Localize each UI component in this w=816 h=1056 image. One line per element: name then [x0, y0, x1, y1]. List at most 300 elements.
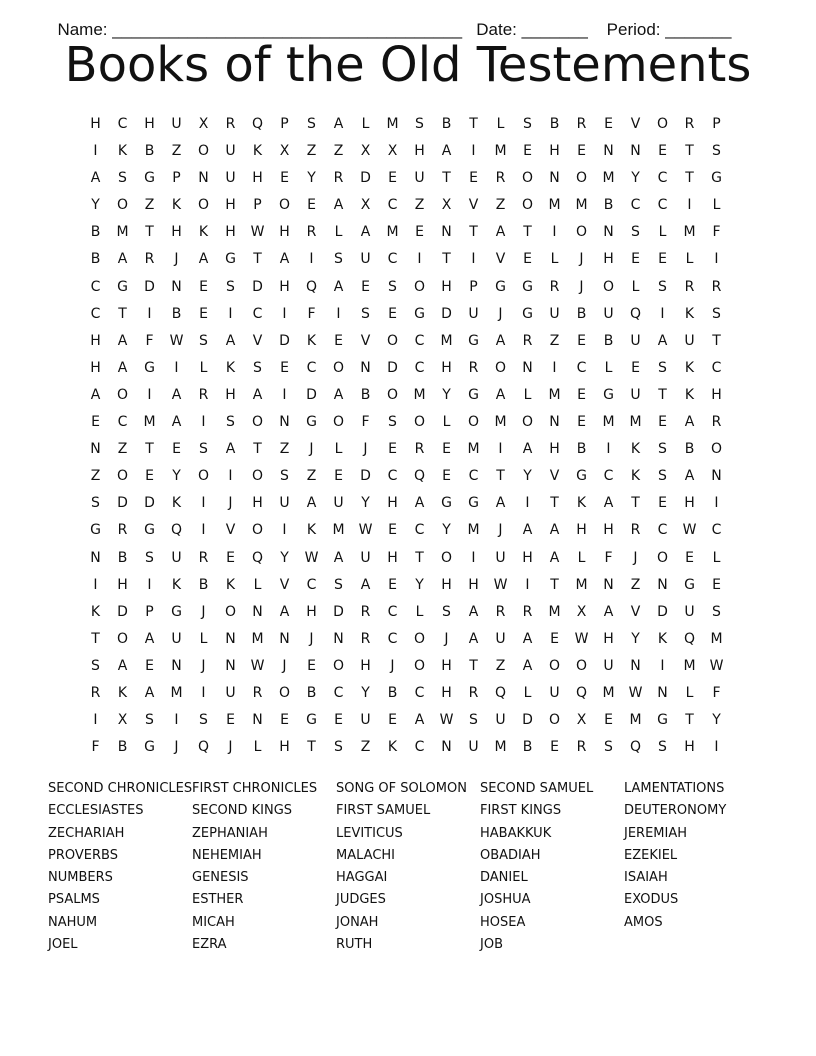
- grid-letter: N: [252, 603, 263, 620]
- grid-letter: H: [225, 386, 236, 403]
- grid-letter: Q: [494, 684, 507, 701]
- page-title: Books of the Old Testements: [64, 37, 752, 93]
- grid-letter: M: [251, 630, 264, 647]
- grid-letter: S: [712, 143, 721, 160]
- grid-letter: T: [91, 630, 100, 647]
- grid-letter: O: [278, 197, 291, 214]
- grid-letter: K: [252, 143, 263, 160]
- grid-letter: K: [306, 522, 317, 539]
- word-list-item: GENESIS: [192, 870, 249, 886]
- grid-letter: E: [226, 712, 235, 729]
- grid-row: [82, 490, 730, 517]
- word-list-item: JOSHUA: [480, 892, 531, 908]
- grid-letter: T: [145, 224, 154, 241]
- grid-letter: M: [602, 414, 615, 431]
- grid-letter: S: [415, 116, 424, 132]
- grid-letter: G: [306, 712, 317, 729]
- grid-letter: T: [658, 386, 667, 403]
- grid-letter: M: [629, 712, 642, 729]
- grid-letter: L: [712, 549, 721, 566]
- grid-letter: V: [252, 332, 263, 349]
- grid-letter: R: [306, 224, 317, 241]
- grid-letter: N: [279, 630, 290, 647]
- grid-letter: H: [684, 495, 695, 512]
- grid-letter: U: [630, 332, 641, 349]
- grid-letter: W: [439, 712, 454, 729]
- grid-letter: A: [360, 224, 371, 241]
- word-list-item: EXODUS: [624, 892, 679, 908]
- grid-letter: T: [118, 305, 127, 322]
- grid-letter: E: [523, 143, 532, 160]
- grid-letter: J: [390, 657, 395, 674]
- grid-letter: G: [90, 522, 101, 539]
- grid-letter: N: [657, 576, 668, 593]
- grid-letter: M: [116, 224, 129, 241]
- grid-letter: S: [523, 116, 532, 132]
- grid-letter: Y: [91, 197, 100, 214]
- grid-letter: L: [577, 549, 586, 566]
- grid-letter: N: [603, 576, 614, 593]
- grid-letter: E: [712, 576, 721, 593]
- grid-letter: M: [332, 522, 345, 539]
- grid-letter: U: [549, 305, 560, 322]
- grid-letter: N: [198, 170, 209, 187]
- grid-letter: S: [226, 278, 235, 295]
- grid-letter: M: [575, 576, 588, 593]
- grid-letter: G: [225, 251, 236, 268]
- grid-letter: A: [333, 197, 344, 214]
- grid-letter: I: [498, 441, 503, 458]
- grid-letter: C: [117, 116, 128, 132]
- grid-letter: A: [495, 495, 506, 512]
- grid-letter: Y: [631, 170, 640, 187]
- grid-letter: E: [280, 712, 289, 729]
- grid-row: [82, 517, 730, 544]
- grid-letter: F: [307, 305, 316, 322]
- grid-letter: H: [90, 332, 101, 349]
- grid-letter: E: [442, 468, 451, 485]
- word-list-item: OBADIAH: [480, 847, 541, 863]
- grid-letter: E: [577, 386, 586, 403]
- grid-letter: T: [469, 116, 478, 132]
- grid-letter: H: [279, 739, 290, 756]
- grid-letter: N: [711, 468, 722, 485]
- grid-letter: E: [577, 143, 586, 160]
- grid-letter: C: [468, 468, 479, 485]
- grid-letter: L: [604, 359, 613, 376]
- grid-letter: U: [171, 630, 182, 647]
- grid-letter: O: [197, 468, 210, 485]
- word-list-item: FIRST KINGS: [480, 803, 562, 819]
- grid-letter: R: [117, 522, 128, 539]
- grid-letter: O: [116, 468, 129, 485]
- grid-row: [82, 355, 730, 382]
- grid-letter: C: [711, 522, 722, 539]
- grid-letter: S: [658, 359, 667, 376]
- word-list-item: DEUTERONOMY: [624, 803, 727, 819]
- grid-letter: E: [91, 414, 100, 431]
- grid-letter: S: [199, 332, 208, 349]
- grid-letter: U: [171, 116, 182, 132]
- grid-letter: A: [333, 278, 344, 295]
- grid-letter: A: [225, 332, 236, 349]
- grid-letter: H: [468, 576, 479, 593]
- grid-letter: C: [603, 468, 614, 485]
- word-list-item: JONAH: [336, 914, 379, 930]
- grid-letter: I: [228, 305, 233, 322]
- grid-letter: Z: [630, 576, 641, 593]
- grid-letter: O: [548, 712, 561, 729]
- grid-letter: R: [630, 522, 641, 539]
- grid-row: [82, 192, 730, 219]
- grid-row: [82, 138, 730, 165]
- grid-letter: L: [361, 116, 370, 132]
- grid-letter: A: [495, 386, 506, 403]
- grid-letter: B: [603, 197, 614, 214]
- grid-letter: I: [147, 576, 152, 593]
- grid-letter: R: [198, 386, 209, 403]
- grid-letter: T: [253, 251, 262, 268]
- grid-letter: J: [309, 441, 314, 458]
- grid-letter: A: [360, 576, 371, 593]
- word-list-item: RUTH: [336, 937, 373, 953]
- grid-letter: E: [442, 441, 451, 458]
- grid-letter: H: [441, 359, 452, 376]
- grid-letter: V: [630, 116, 641, 132]
- grid-letter: E: [550, 630, 559, 647]
- grid-letter: O: [548, 657, 561, 674]
- grid-letter: V: [360, 332, 371, 349]
- grid-letter: H: [279, 224, 290, 241]
- grid-letter: E: [334, 468, 343, 485]
- grid-letter: P: [253, 197, 262, 214]
- grid-letter: E: [577, 414, 586, 431]
- grid-letter: E: [658, 143, 667, 160]
- grid-letter: N: [279, 414, 290, 431]
- grid-letter: D: [387, 359, 398, 376]
- grid-letter: E: [307, 657, 316, 674]
- grid-letter: D: [117, 495, 128, 512]
- word-list-item: FIRST CHRONICLES: [192, 781, 318, 796]
- word-list-item: LEVITICUS: [336, 825, 403, 841]
- grid-letter: R: [576, 739, 587, 756]
- grid-letter: R: [549, 278, 560, 295]
- grid-letter: R: [684, 278, 695, 295]
- grid-letter: R: [711, 414, 722, 431]
- grid-letter: D: [333, 603, 344, 620]
- grid-letter: P: [172, 170, 181, 187]
- grid-letter: O: [467, 414, 480, 431]
- grid-letter: T: [685, 712, 694, 729]
- grid-letter: Z: [117, 441, 128, 458]
- grid-letter: H: [414, 143, 425, 160]
- grid-letter: H: [576, 522, 587, 539]
- grid-letter: U: [360, 712, 371, 729]
- grid-letter: T: [523, 224, 532, 241]
- grid-letter: E: [280, 359, 289, 376]
- grid-letter: A: [279, 603, 290, 620]
- grid-letter: B: [117, 549, 128, 566]
- grid-letter: T: [469, 224, 478, 241]
- grid-letter: E: [469, 170, 478, 187]
- grid-letter: T: [145, 441, 154, 458]
- grid-letter: A: [657, 332, 668, 349]
- grid-letter: U: [684, 332, 695, 349]
- grid-letter: R: [468, 684, 479, 701]
- grid-letter: H: [360, 657, 371, 674]
- grid-letter: V: [279, 576, 290, 593]
- word-list-item: EZRA: [192, 937, 227, 953]
- grid-letter: C: [387, 468, 398, 485]
- grid-letter: M: [602, 170, 615, 187]
- grid-letter: A: [522, 441, 533, 458]
- grid-letter: Y: [442, 522, 451, 539]
- grid-letter: A: [441, 143, 452, 160]
- grid-letter: O: [386, 386, 399, 403]
- grid-letter: X: [576, 712, 587, 729]
- grid-letter: I: [471, 549, 476, 566]
- grid-letter: A: [306, 495, 317, 512]
- grid-letter: I: [606, 441, 611, 458]
- grid-letter: E: [199, 278, 208, 295]
- grid-letter: S: [118, 170, 127, 187]
- grid-letter: E: [604, 712, 613, 729]
- grid-letter: H: [603, 251, 614, 268]
- grid-letter: G: [117, 278, 128, 295]
- grid-letter: M: [413, 386, 426, 403]
- grid-letter: O: [116, 197, 129, 214]
- word-list-item: JOEL: [48, 937, 78, 953]
- grid-letter: S: [442, 603, 451, 620]
- grid-letter: A: [684, 414, 695, 431]
- grid-letter: W: [709, 657, 724, 674]
- grid-letter: Z: [171, 143, 182, 160]
- grid-letter: R: [711, 278, 722, 295]
- word-list-item: ISAIAH: [624, 870, 668, 886]
- grid-row: [82, 599, 730, 626]
- grid-letter: U: [225, 143, 236, 160]
- grid-letter: A: [522, 522, 533, 539]
- grid-letter: K: [306, 332, 317, 349]
- grid-letter: S: [658, 278, 667, 295]
- grid-letter: U: [684, 603, 695, 620]
- grid-letter: Y: [361, 495, 370, 512]
- grid-letter: E: [631, 359, 640, 376]
- grid-letter: Q: [197, 739, 210, 756]
- grid-letter: N: [549, 414, 560, 431]
- grid-letter: E: [307, 197, 316, 214]
- grid-letter: I: [525, 576, 530, 593]
- grid-letter: W: [304, 549, 319, 566]
- grid-letter: G: [576, 468, 587, 485]
- grid-row: [82, 301, 730, 328]
- grid-letter: E: [145, 657, 154, 674]
- grid-letter: Z: [360, 739, 371, 756]
- word-list: [48, 778, 768, 956]
- grid-letter: A: [171, 386, 182, 403]
- grid-letter: S: [307, 116, 316, 132]
- grid-letter: J: [579, 278, 584, 295]
- grid-letter: W: [358, 522, 373, 539]
- grid-letter: A: [549, 522, 560, 539]
- grid-letter: M: [440, 332, 453, 349]
- grid-letter: Z: [414, 197, 425, 214]
- grid-letter: A: [90, 386, 101, 403]
- grid-letter: C: [657, 522, 668, 539]
- grid-letter: H: [549, 441, 560, 458]
- grid-letter: Y: [631, 630, 640, 647]
- word-list-item: JUDGES: [336, 892, 386, 908]
- grid-letter: H: [144, 116, 155, 132]
- grid-letter: O: [440, 549, 453, 566]
- grid-letter: F: [145, 332, 154, 349]
- grid-letter: O: [251, 468, 264, 485]
- word-list-item: HOSEA: [480, 914, 526, 930]
- grid-letter: D: [117, 603, 128, 620]
- word-list-item: LAMENTATIONS: [624, 781, 725, 796]
- grid-letter: Q: [629, 305, 642, 322]
- grid-row: [82, 680, 730, 707]
- grid-letter: G: [468, 332, 479, 349]
- grid-letter: L: [253, 576, 262, 593]
- word-list-item: NEHEMIAH: [192, 847, 262, 863]
- grid-letter: O: [251, 414, 264, 431]
- word-list-item: ESTHER: [192, 892, 244, 908]
- grid-letter: J: [228, 739, 233, 756]
- grid-letter: S: [199, 712, 208, 729]
- grid-letter: J: [633, 549, 638, 566]
- grid-letter: H: [711, 386, 722, 403]
- grid-letter: N: [603, 224, 614, 241]
- grid-letter: S: [145, 549, 154, 566]
- grid-row: [82, 111, 730, 138]
- grid-letter: O: [251, 522, 264, 539]
- grid-letter: B: [90, 251, 101, 268]
- word-list-item: DANIEL: [480, 870, 528, 886]
- grid-letter: E: [631, 251, 640, 268]
- grid-letter: O: [278, 684, 291, 701]
- grid-letter: E: [199, 305, 208, 322]
- grid-letter: N: [360, 359, 371, 376]
- grid-letter: E: [658, 495, 667, 512]
- grid-letter: B: [576, 305, 587, 322]
- grid-letter: D: [657, 603, 668, 620]
- word-list-item: SONG OF SOLOMON: [336, 781, 467, 796]
- grid-letter: I: [471, 143, 476, 160]
- grid-letter: H: [279, 278, 290, 295]
- grid-letter: U: [495, 630, 506, 647]
- grid-letter: N: [657, 684, 668, 701]
- grid-letter: D: [360, 468, 371, 485]
- grid-letter: I: [201, 522, 206, 539]
- grid-letter: J: [363, 441, 368, 458]
- grid-letter: G: [144, 739, 155, 756]
- grid-letter: I: [282, 522, 287, 539]
- grid-letter: M: [683, 657, 696, 674]
- grid-letter: E: [685, 549, 694, 566]
- grid-letter: L: [523, 684, 532, 701]
- grid-letter: I: [525, 495, 530, 512]
- grid-letter: O: [521, 170, 534, 187]
- grid-letter: X: [576, 603, 587, 620]
- grid-letter: R: [333, 170, 344, 187]
- grid-row: [82, 653, 730, 680]
- grid-letter: B: [549, 116, 560, 132]
- grid-letter: H: [441, 657, 452, 674]
- grid-letter: K: [171, 495, 182, 512]
- grid-letter: I: [201, 495, 206, 512]
- grid-letter: M: [602, 684, 615, 701]
- grid-letter: C: [414, 332, 425, 349]
- grid-letter: E: [604, 116, 613, 132]
- grid-letter: A: [117, 359, 128, 376]
- grid-letter: F: [91, 739, 100, 756]
- grid-letter: A: [495, 332, 506, 349]
- grid-letter: N: [441, 224, 452, 241]
- word-list-item: AMOS: [624, 914, 663, 930]
- grid-letter: K: [630, 441, 641, 458]
- grid-letter: A: [198, 251, 209, 268]
- grid-letter: I: [417, 251, 422, 268]
- grid-letter: O: [413, 278, 426, 295]
- grid-letter: K: [684, 305, 695, 322]
- grid-letter: M: [467, 441, 480, 458]
- grid-letter: G: [414, 305, 425, 322]
- word-list-item: ZEPHANIAH: [192, 825, 268, 841]
- word-list-item: SECOND CHRONICLES: [48, 781, 193, 796]
- grid-letter: S: [361, 305, 370, 322]
- grid-letter: L: [334, 441, 343, 458]
- grid-letter: E: [388, 522, 397, 539]
- grid-letter: N: [522, 359, 533, 376]
- grid-letter: H: [684, 739, 695, 756]
- grid-letter: I: [687, 197, 692, 214]
- grid-letter: I: [282, 386, 287, 403]
- word-list-item: MICAH: [192, 914, 235, 930]
- grid-letter: B: [522, 739, 533, 756]
- grid-letter: M: [386, 224, 399, 241]
- grid-letter: Y: [172, 468, 181, 485]
- grid-letter: M: [548, 386, 561, 403]
- grid-letter: G: [711, 170, 722, 187]
- grid-letter: M: [494, 414, 507, 431]
- grid-letter: G: [684, 576, 695, 593]
- grid-letter: L: [685, 684, 694, 701]
- grid-letter: P: [280, 116, 289, 132]
- grid-letter: N: [333, 630, 344, 647]
- grid-letter: W: [628, 684, 643, 701]
- grid-letter: K: [684, 359, 695, 376]
- grid-letter: H: [441, 576, 452, 593]
- grid-letter: Q: [629, 739, 642, 756]
- grid-letter: R: [198, 549, 209, 566]
- grid-letter: C: [657, 197, 668, 214]
- grid-letter: M: [143, 414, 156, 431]
- grid-letter: F: [604, 549, 613, 566]
- grid-letter: T: [631, 495, 640, 512]
- grid-letter: V: [549, 468, 560, 485]
- word-list-item: JEREMIAH: [624, 825, 688, 841]
- grid-letter: U: [171, 549, 182, 566]
- grid-letter: S: [280, 468, 289, 485]
- grid-letter: Z: [495, 197, 506, 214]
- grid-letter: T: [307, 739, 316, 756]
- grid-letter: K: [576, 495, 587, 512]
- grid-letter: U: [468, 739, 479, 756]
- grid-letter: M: [710, 630, 723, 647]
- word-list-item: ZECHARIAH: [48, 825, 125, 841]
- word-list-item: NUMBERS: [48, 870, 113, 886]
